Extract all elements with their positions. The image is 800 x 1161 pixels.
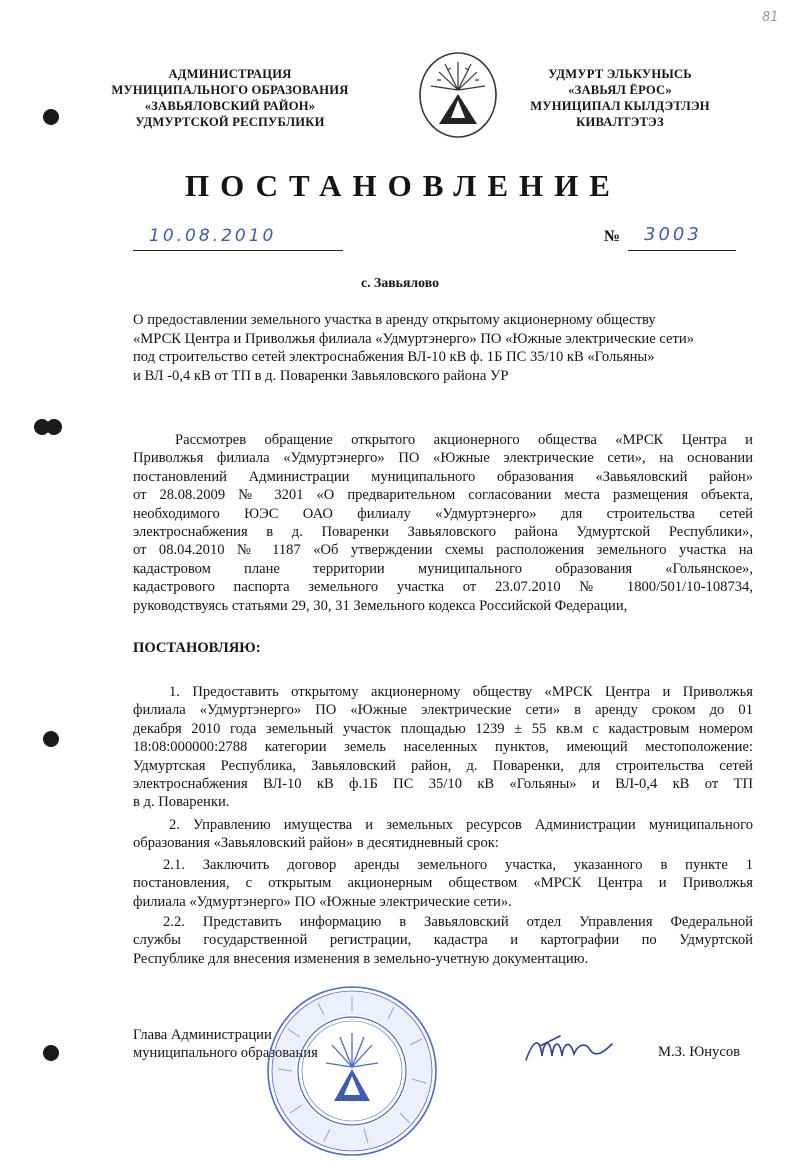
text-line: Республике для внесения изменения в земельно-учетную документацию. (133, 950, 589, 967)
text-line: постановления, с открытым акционерным обществом «МРСК Центра и Приволжья (133, 875, 753, 892)
header-line: УДМУРТСКОЙ РЕСПУБЛИКИ (135, 115, 325, 129)
item-1-paragraph (133, 683, 753, 812)
official-seal-stamp (264, 983, 440, 1159)
text-line: постановлений Администрации муниципального образования «Завьяловский район» (133, 468, 753, 485)
coat-of-arms-emblem (417, 50, 499, 140)
text-line: от 08.04.2010 № 1187 «Об утверждении схемы расположения земельного участка на (133, 542, 753, 559)
text-line: кадастрового паспорта земельного участка от 23.07.2010 № 1800/501/10-108734, (133, 579, 753, 596)
date-handwritten: 10.08.2010 (149, 226, 277, 246)
text-line: филиала «Удмуртэнерго» ПО «Южные электрические сети». (133, 893, 512, 910)
text-line: руководствуясь статьями 29, 30, 31 Земельного кодекса Российской Федерации, (133, 597, 628, 614)
header-line: МУНИЦИПАЛЬНОГО ОБРАЗОВАНИЯ (111, 83, 349, 97)
preamble-paragraph (133, 431, 753, 615)
text-line: 18:08:000000:2788 категории земель населенных пунктов, имеющий местоположение: (133, 739, 753, 756)
text-line: 1. Предоставить открытому акционерному обществу «МРСК Центра и Приволжья (169, 684, 753, 700)
subject-line: О предоставлении земельного участка в аренду открытому акционерному обществу (133, 312, 656, 328)
text-line: 2.2. Представить информацию в Завьяловский отдел Управления Федеральной (163, 914, 753, 930)
text-line: электроснабжения в д. Поваренки Завьяловского района Удмуртской Республики», (133, 524, 753, 541)
text-line: декабря 2010 года земельный участок площадью 1239 ± 55 кв.м с кадастровым номером (133, 720, 753, 737)
subject-line: «МРСК Центра и Приволжья филиала «Удмуртэнерго» ПО «Южные электрические сети» (133, 330, 694, 347)
punch-hole-5 (43, 1045, 59, 1061)
subject-line: и ВЛ -0,4 кВ от ТП в д. Поваренки Завьяловского района УР (133, 367, 509, 384)
header-line: УДМУРТ ЭЛЬКУНЫСЬ (548, 67, 692, 81)
text-line: Рассмотрев обращение открытого акционерного общества «МРСК Центра и (175, 432, 753, 448)
text-line: Приволжья филиала «Удмуртэнерго» ПО «Южные электрические сети», на основании (133, 450, 753, 467)
page-number-handwritten: 81 (762, 10, 779, 25)
position-line: муниципального образования (133, 1045, 318, 1061)
text-line: кадастровом плане территории муниципального образования «Гольянское», (133, 560, 753, 577)
header-line: АДМИНИСТРАЦИЯ (168, 67, 292, 81)
header-line: «ЗАВЬЯЛОВСКИЙ РАЙОН» (144, 99, 316, 113)
punch-hole-3 (46, 419, 62, 435)
text-line: Удмуртская Республика, Завьяловский район, д. Поваренки, для строительства сетей (133, 757, 753, 774)
subject-line: под строительство сетей электроснабжения ВЛ-10 кВ ф. 1Б ПС 35/10 кВ «Гольяны» (133, 349, 655, 365)
text-line: филиала «Удмуртэнерго» ПО «Южные электрические сети» в аренду сроком до 01 (133, 702, 753, 719)
number-field (628, 222, 736, 251)
item-2-2-paragraph (133, 913, 753, 968)
place-of-issue: с. Завьялово (361, 275, 439, 290)
handwritten-signature (520, 1030, 630, 1070)
header-line: КИВАЛТЭТЭЗ (576, 115, 664, 129)
header-line: МУНИЦИПАЛ КЫЛДЭТЛЭН (530, 99, 710, 113)
punch-hole-4 (43, 731, 59, 747)
signatory-name: М.З. Юнусов (658, 1044, 741, 1060)
text-line: от 28.08.2009 № 3201 «О предварительном согласовании места размещения объекта, (133, 487, 753, 504)
item-2-1-paragraph (133, 856, 753, 911)
resolve-heading: ПОСТАНОВЛЯЮ: (133, 640, 261, 656)
document-title: ПОСТАНОВЛЕНИЕ (185, 168, 621, 203)
date-field (133, 224, 343, 251)
position-line: Глава Администрации (133, 1027, 272, 1043)
header-russian (108, 66, 352, 130)
text-line: образования «Завьяловский район» в десятидневный срок: (133, 835, 499, 852)
document-subject (133, 311, 753, 385)
text-line: в д. Поваренки. (133, 794, 230, 811)
number-handwritten: 3003 (644, 224, 702, 245)
text-line: необходимого ЮЭС ОАО филиалу «Удмуртэнерго» для строительства сетей (133, 505, 753, 522)
text-line: электроснабжения ВЛ-10 кВ ф.1Б ПС 35/10 кВ «Гольяны» и ВЛ-0,4 кВ от ТП (133, 776, 753, 793)
text-line: 2. Управлению имущества и земельных ресурсов Администрации муниципального (169, 817, 753, 833)
punch-hole-1 (43, 109, 59, 125)
text-line: службы государственной регистрации, кадастра и картографии по Удмуртской (133, 932, 753, 949)
item-2-paragraph (133, 816, 753, 853)
text-line: 2.1. Заключить договор аренды земельного участка, указанного в пункте 1 (163, 857, 753, 873)
header-udmurt (520, 66, 720, 130)
header-line: «ЗАВЬЯЛ ЁРОС» (568, 83, 672, 97)
number-label: № (604, 228, 621, 245)
